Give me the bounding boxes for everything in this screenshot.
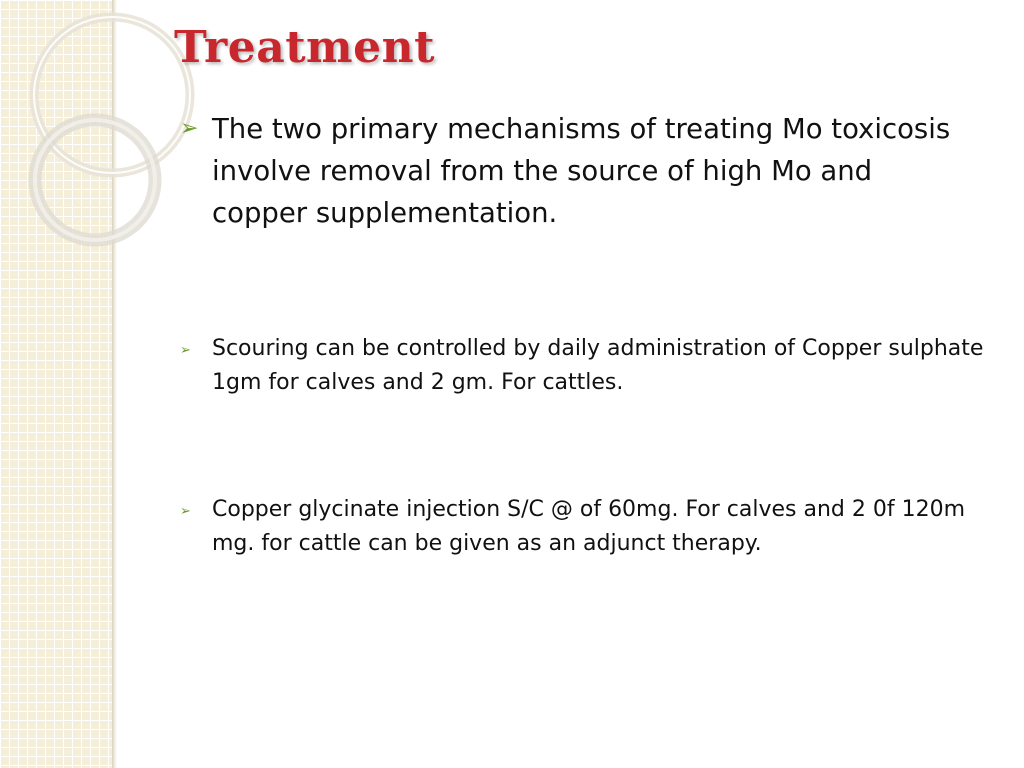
bullet-item-1 [180,108,1000,234]
bullet-text: The two primary mechanisms of treating Mo toxicosis involve removal from the source of high Mo and copper supplementation. [212,113,951,229]
bullet-item-3 [180,493,1000,561]
arrow-bullet-icon: ➢ [180,504,191,519]
slide-title: Treatment [174,22,435,73]
bullet-text: Scouring can be controlled by daily administration of Copper sulphate 1gm for calves and 2 gm. For cattles. [212,336,984,395]
bullet-item-2 [180,332,1000,400]
arrow-bullet-icon: ➢ [180,343,191,358]
bullet-text: Copper glycinate injection S/C @ of 60mg. For calves and 2 0f 120m mg. for cattle can be given as an adjunct therapy. [212,497,966,556]
arrow-bullet-icon: ➢ [180,116,199,141]
decorative-rings [0,0,130,260]
